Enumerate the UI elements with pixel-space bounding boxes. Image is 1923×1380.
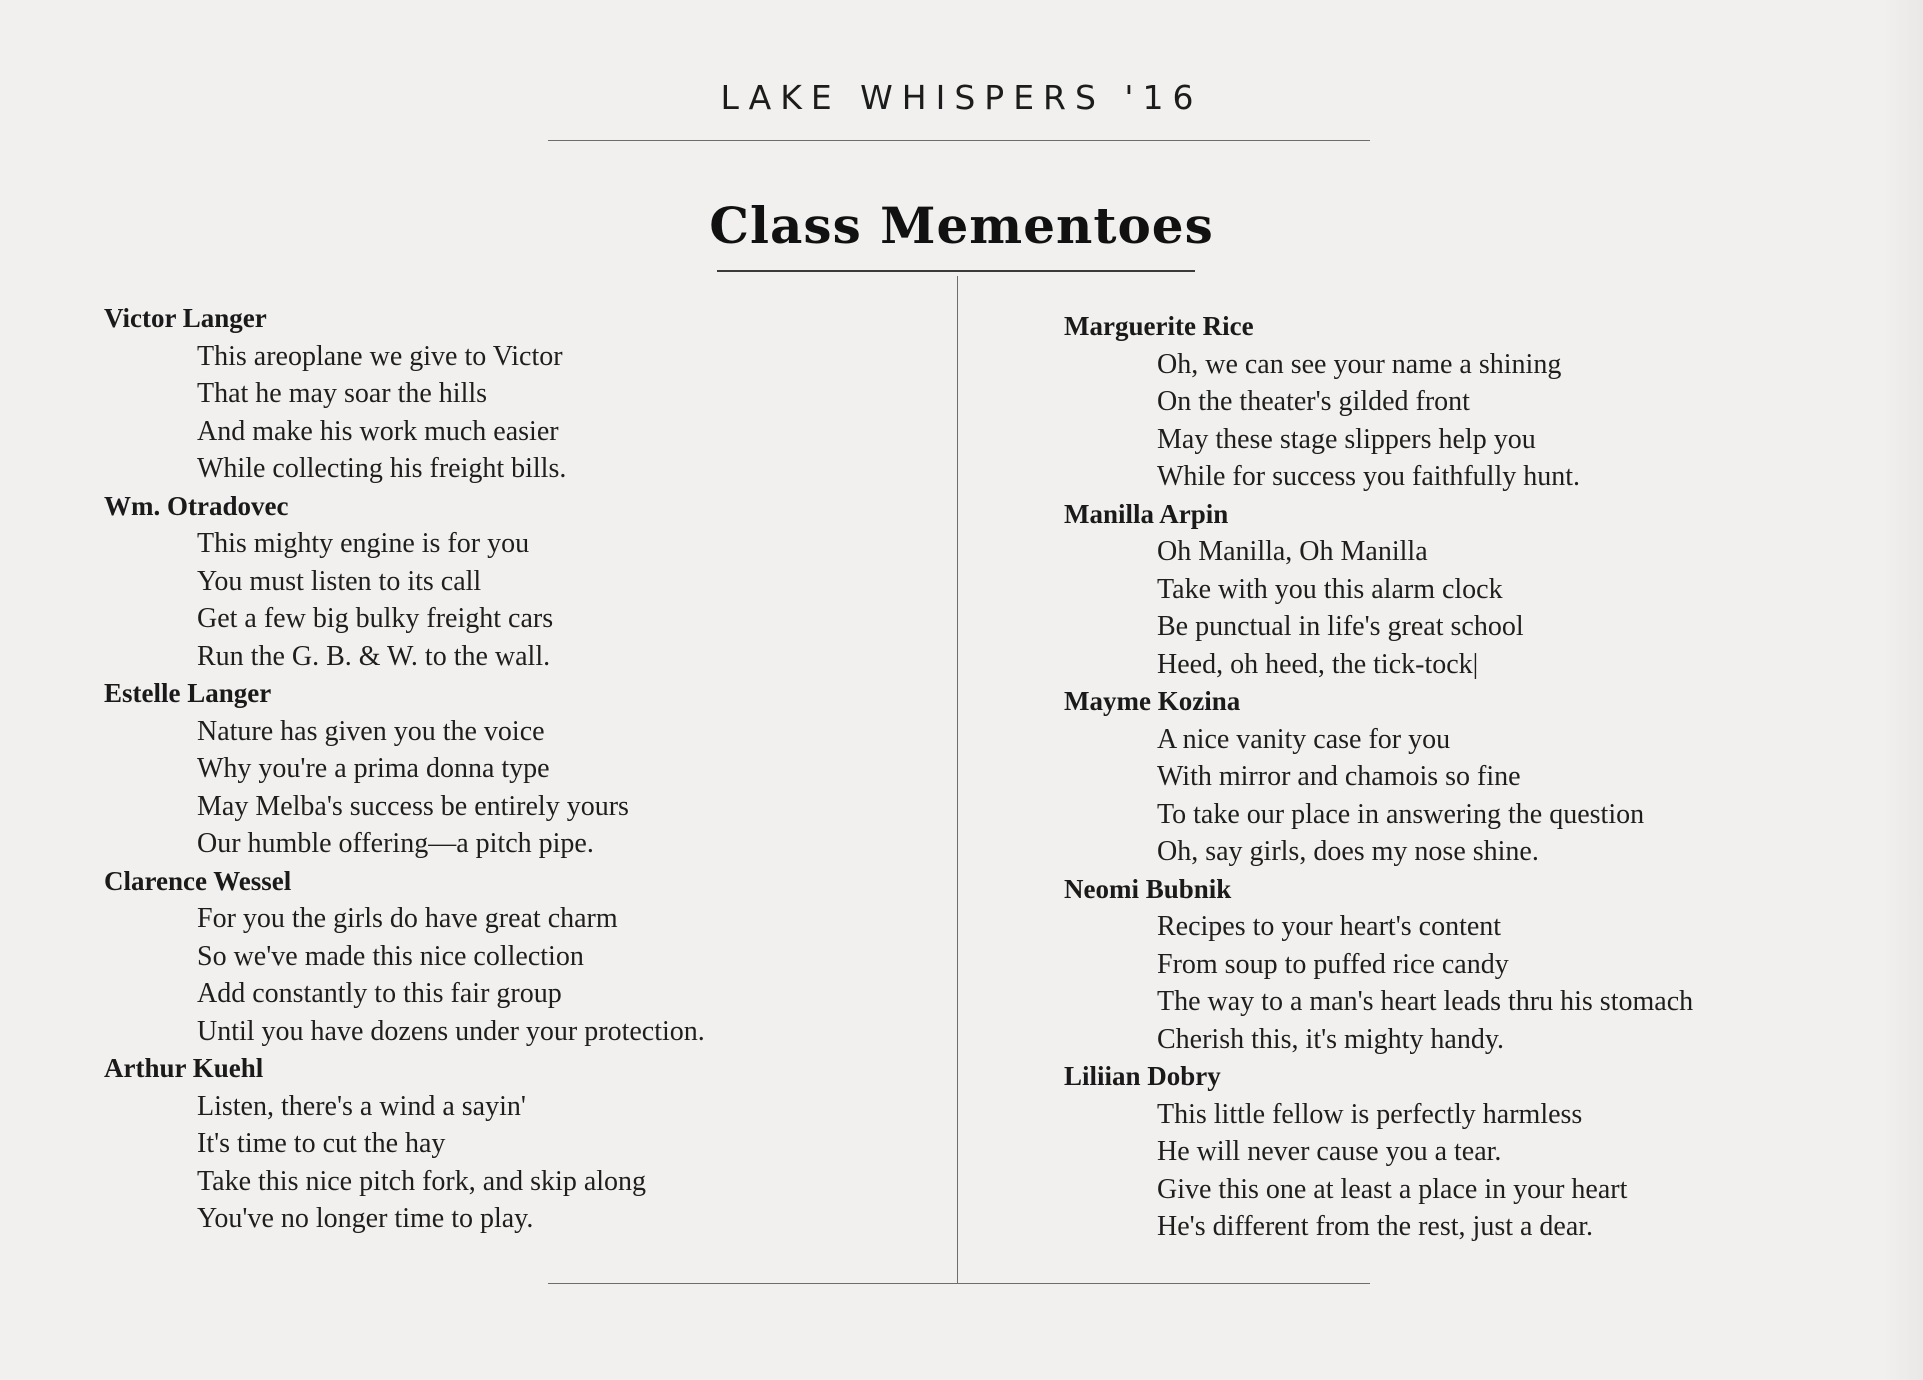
- page-title: Class Mementoes: [709, 196, 1214, 255]
- verse-line: Cherish this, it's mighty handy.: [1157, 1023, 1505, 1055]
- verse-line: You must listen to its call: [197, 565, 482, 597]
- title-underline: [717, 270, 1195, 272]
- verse-line: Take with you this alarm clock: [1157, 573, 1503, 605]
- verse-line: May Melba's success be entirely yours: [197, 790, 629, 822]
- verse-line: You've no longer time to play.: [197, 1203, 534, 1234]
- verse-line: Oh, say girls, does my nose shine.: [1157, 836, 1539, 867]
- memento-entry: [1064, 1058, 1923, 1246]
- verse-line: The way to a man's heart leads thru his stomach: [1157, 986, 1694, 1017]
- verse-line: Take this nice pitch fork, and skip along: [197, 1165, 647, 1197]
- verse-line: Add constantly to this fair group: [197, 978, 562, 1009]
- verse-line: Be punctual in life's great school: [1157, 611, 1524, 642]
- verse-line: Listen, there's a wind a sayin': [197, 1090, 526, 1122]
- memento-entry: [104, 300, 964, 488]
- entry-name: Neomi Bubnik: [1064, 873, 1232, 904]
- right-column: [1064, 308, 1923, 1246]
- verse-line: It's time to cut the hay: [197, 1128, 446, 1159]
- entry-name: Estelle Langer: [104, 678, 272, 708]
- verse-line: To take our place in answering the question: [1157, 798, 1645, 830]
- entry-name: Manilla Arpin: [1064, 498, 1229, 529]
- memento-entry: [1064, 496, 1923, 684]
- verse-line: From soup to puffed rice candy: [1157, 948, 1509, 980]
- footer-rule: [548, 1283, 1370, 1284]
- verse-line: While for success you faithfully hunt.: [1157, 461, 1581, 492]
- verse-line: For you the girls do have great charm: [197, 903, 618, 934]
- verse-line: This areoplane we give to Victor: [197, 340, 563, 372]
- verse-line: Get a few big bulky freight cars: [197, 603, 554, 634]
- entry-name: Victor Langer: [104, 303, 267, 333]
- memento-entry: [104, 488, 964, 676]
- verse-line: Our humble offering—a pitch pipe.: [197, 828, 594, 859]
- verse-line: He's different from the rest, just a dear.: [1157, 1211, 1594, 1242]
- memento-entry: [1064, 308, 1923, 496]
- entry-name: Clarence Wessel: [104, 865, 292, 896]
- memento-entry: [1064, 871, 1923, 1059]
- entry-name: Arthur Kuehl: [104, 1053, 264, 1083]
- verse-line: Give this one at least a place in your heart: [1157, 1173, 1628, 1205]
- entry-name: Wm. Otradovec: [104, 490, 289, 521]
- memento-entry: [104, 863, 964, 1051]
- verse-line: While collecting his freight bills.: [197, 453, 567, 484]
- running-header: LAKE WHISPERS '16: [720, 78, 1203, 117]
- verse-line: Recipes to your heart's content: [1157, 911, 1502, 942]
- verse-line: Run the G. B. & W. to the wall.: [197, 640, 551, 672]
- verse-line: Oh Manilla, Oh Manilla: [1157, 536, 1428, 567]
- verse-line: So we've made this nice collection: [197, 940, 584, 972]
- verse-line: Why you're a prima donna type: [197, 753, 550, 784]
- verse-line: That he may soar the hills: [197, 378, 488, 409]
- memento-entry: [104, 675, 964, 863]
- verse-line: And make his work much easier: [197, 415, 559, 447]
- entry-name: Mayme Kozina: [1064, 686, 1241, 716]
- memento-entry: [1064, 683, 1923, 871]
- entry-name: Marguerite Rice: [1064, 311, 1254, 341]
- memento-entry: [104, 1050, 964, 1238]
- verse-line: Oh, we can see your name a shining: [1157, 348, 1562, 380]
- verse-line: This little fellow is perfectly harmless: [1157, 1098, 1583, 1130]
- verse-line: With mirror and chamois so fine: [1157, 761, 1521, 792]
- verse-line: Until you have dozens under your protection.: [197, 1015, 705, 1047]
- verse-line: This mighty engine is for you: [197, 528, 530, 559]
- verse-line: A nice vanity case for you: [1157, 723, 1451, 755]
- left-column: [104, 300, 964, 1238]
- verse-line: Nature has given you the voice: [197, 715, 545, 747]
- entry-name: Liliian Dobry: [1064, 1061, 1221, 1091]
- verse-line: He will never cause you a tear.: [1157, 1136, 1502, 1167]
- header-rule: [548, 140, 1370, 141]
- verse-line: Heed, oh heed, the tick-tock|: [1157, 648, 1479, 680]
- verse-line: May these stage slippers help you: [1157, 423, 1536, 455]
- verse-line: On the theater's gilded front: [1157, 386, 1470, 417]
